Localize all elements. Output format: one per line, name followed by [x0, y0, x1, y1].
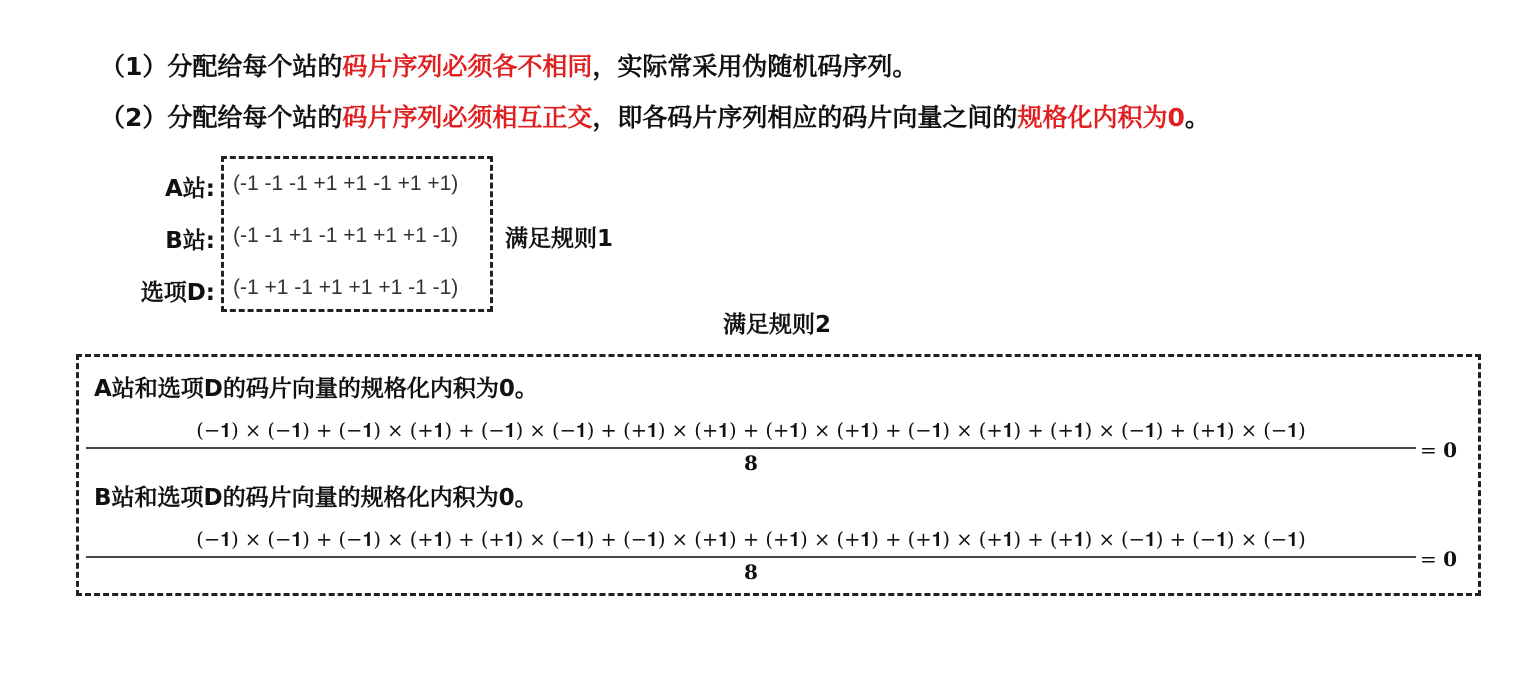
- calculation-2-fraction-bar: [86, 556, 1416, 558]
- calculation-1-numerator: (−𝟏) × (−𝟏) + (−𝟏) × (+𝟏) + (−𝟏) × (−𝟏) + (+𝟏) × (+𝟏) + (+𝟏) × (+𝟏) + (−𝟏) × (+𝟏) + (+𝟏) × (−𝟏) + (+𝟏) × (−𝟏): [196, 419, 1306, 442]
- station-b-sequence: (-1 -1 +1 -1 +1 +1 +1 -1): [233, 224, 459, 247]
- rule-2-highlight-2: 规格化内积为0: [1017, 103, 1185, 132]
- option-d-label: 选项D:: [140, 280, 215, 306]
- calculation-2-result: [1420, 547, 1457, 571]
- rule-1-satisfied-note: 满足规则1: [505, 226, 614, 252]
- station-a-label: A站:: [165, 176, 215, 202]
- rule-2-text: [100, 98, 1210, 134]
- option-d-sequence: (-1 +1 -1 +1 +1 +1 -1 -1): [233, 276, 459, 299]
- calculation-2-result-value: 0: [1443, 547, 1458, 571]
- rule-2-middle: ，即各码片序列相应的码片向量之间的: [592, 103, 1018, 132]
- calculation-1-result: [1420, 438, 1457, 462]
- rule-1-prefix: （1）分配给每个站的: [100, 52, 343, 81]
- calculation-1-denominator: 8: [744, 451, 758, 475]
- rule-1-text: [100, 47, 917, 83]
- calculation-1-fraction: [86, 418, 1416, 475]
- rule-2-satisfied-note: 满足规则2: [723, 312, 832, 338]
- calculation-2-title: B站和选项D的码片向量的规格化内积为0。: [94, 485, 538, 511]
- calculation-2-fraction: [86, 527, 1416, 584]
- calculation-1-result-value: 0: [1443, 438, 1458, 462]
- calculation-2-denominator: 8: [744, 560, 758, 584]
- rule-1-suffix: ，实际常采用伪随机码序列。: [592, 52, 918, 81]
- station-b-label: B站:: [165, 228, 215, 254]
- calculation-2-equals-sign: =: [1420, 547, 1437, 571]
- calculation-2-numerator: (−𝟏) × (−𝟏) + (−𝟏) × (+𝟏) + (+𝟏) × (−𝟏) + (−𝟏) × (+𝟏) + (+𝟏) × (+𝟏) + (+𝟏) × (+𝟏) + (+𝟏) × (−𝟏) + (−𝟏) × (−𝟏): [196, 528, 1306, 551]
- calculation-1-title: A站和选项D的码片向量的规格化内积为0。: [94, 376, 538, 402]
- calculation-1-fraction-bar: [86, 447, 1416, 449]
- rule-1-highlight: 码片序列必须各不相同: [342, 52, 593, 81]
- rule-2-suffix: 。: [1184, 103, 1210, 132]
- rule-2-highlight: 码片序列必须相互正交: [342, 103, 593, 132]
- calculation-1-equals-sign: =: [1420, 438, 1437, 462]
- station-a-sequence: (-1 -1 -1 +1 +1 -1 +1 +1): [233, 172, 459, 195]
- rule-2-prefix: （2）分配给每个站的: [100, 103, 343, 132]
